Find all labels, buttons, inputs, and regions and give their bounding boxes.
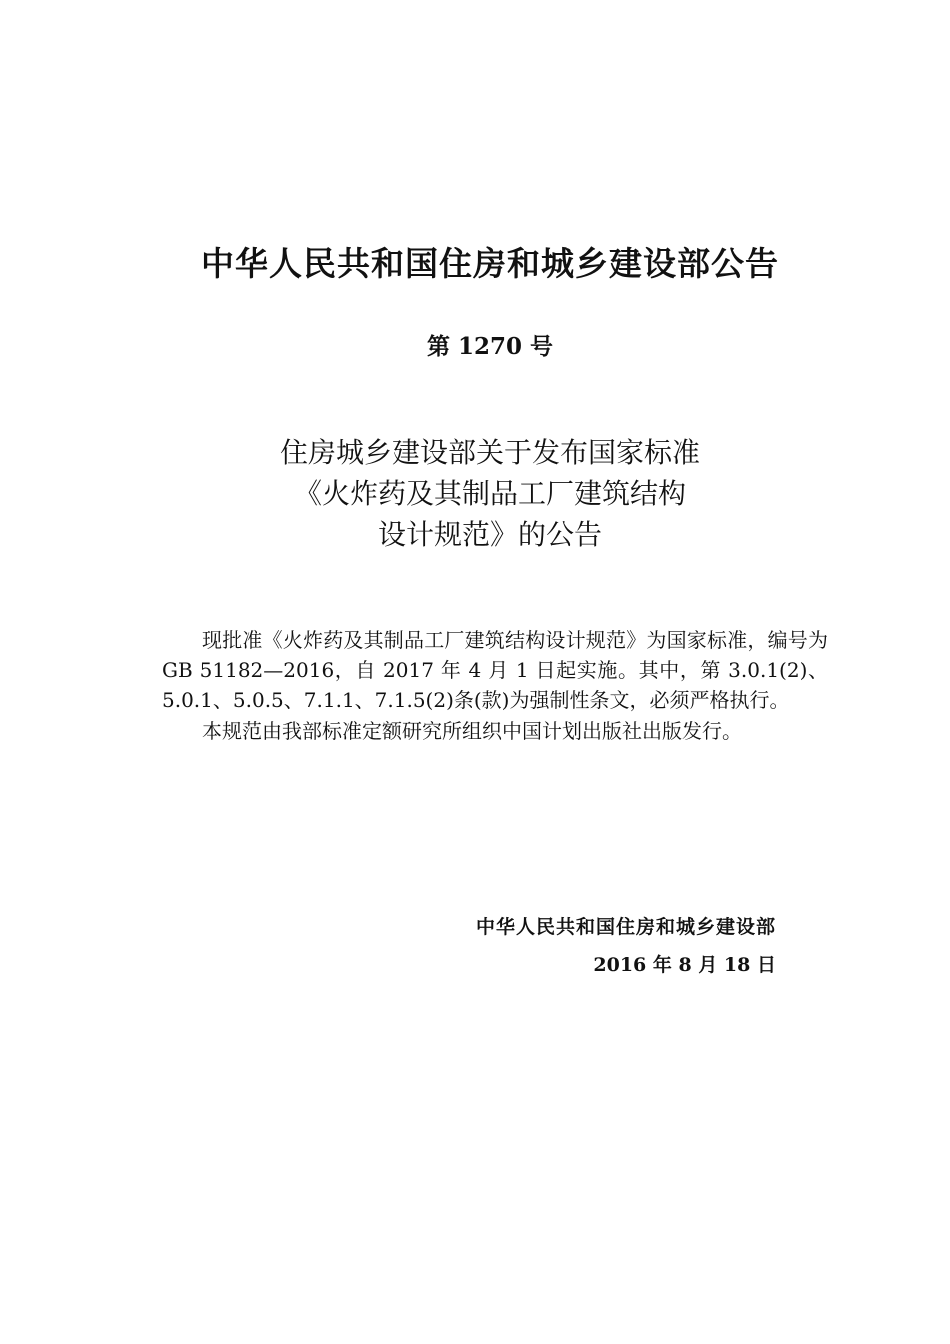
- notice-number: 第 1270 号: [426, 333, 554, 360]
- notice-subject: [0, 432, 950, 555]
- subject-line-3: 设计规范》的公告: [377, 518, 602, 551]
- notice-body: [162, 625, 828, 747]
- subject-line-1: 住房城乡建设部关于发布国家标准: [279, 436, 700, 469]
- body-paragraph-approval: 现批准《火炸药及其制品工厂建筑结构设计规范》为国家标准，编号为 GB 51182—2016，自 2017 年 4 月 1 日起实施。其中，第 3.0.1(2)、5.0.1、5.0.5、7.1.1、7.1.5(2)条(款)为强制性条文，必须严格执行。: [162, 628, 828, 712]
- notice-title: 中华人民共和国住房和城乡建设部公告: [201, 244, 779, 283]
- signature-date: 2016 年 8 月 18 日: [593, 954, 776, 976]
- subject-line-2: 《火炸药及其制品工厂建筑结构: [293, 477, 686, 510]
- body-paragraph-publication: 本规范由我部标准定额研究所组织中国计划出版社出版发行。: [202, 719, 742, 743]
- signature-block: [420, 912, 776, 980]
- signature-organization: 中华人民共和国住房和城乡建设部: [475, 916, 776, 938]
